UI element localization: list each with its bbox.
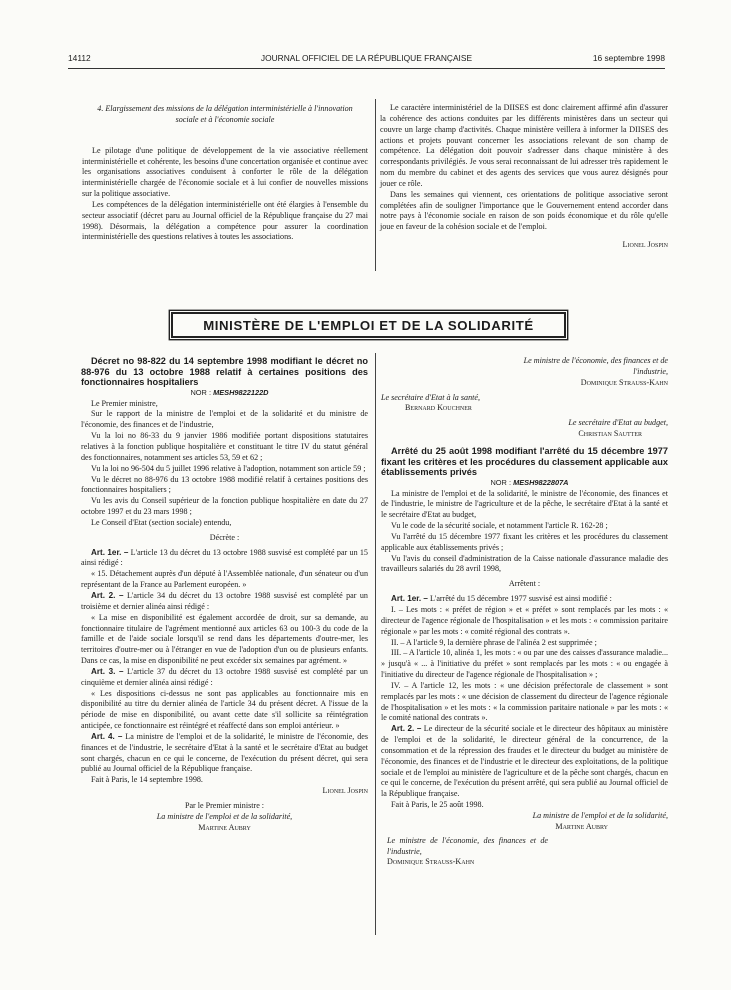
article [381,594,668,605]
article-label: Art. 4. – [91,731,123,741]
arrete-title: Arrêté du 25 août 1998 modifiant l'arrêté du 15 décembre 1977 fixant les critères et les procédures du classement applicable aux établissements privés [381,445,668,478]
article-label: Art. 3. – [91,666,124,676]
article-label: Art. 1er. – [91,547,129,557]
article [81,569,368,591]
arrete-nor [381,478,668,489]
article-text: L'article 34 du décret du 13 octobre 1988 susvisé est complété par un troisième et dernier alinéa ainsi rédigé : [81,590,368,611]
preamble-line: Sur le rapport de la ministre de l'emploi et de la solidarité et du ministre de l'économie, des finances et de l'industrie, [81,409,368,430]
article [381,638,668,649]
paragraph: Le caractère interministériel de la DIISES est donc clairement affirmé afin d'assurer la cohérence des actions conduites par les différents ministères dans un secteur qui couvre un large champ d'activités. Chaque ministère veillera à informer la DIISES des actions et projets pouvant concerner les associations relevant de son champ de compétence. La délégation doit pouvoir s'adresser dans chaque ministère à des correspondants privilégiés. Je vous serai reconnaissant de lui adresser très rapidement le nom du membre du cabinet et des agents des services que vous aurez désignés pour jouer ce rôle. [380,103,668,188]
page-header [68,53,665,67]
article [381,648,668,681]
article [81,548,368,570]
done-at: Fait à Paris, le 25 août 1998. [391,800,484,810]
article-text: L'article 13 du décret du 13 octobre 1988 susvisé est complété par un 15 ainsi rédigé : [81,547,368,568]
by-pm: Par le Premier ministre : [184,801,265,810]
preamble-line: La ministre de l'emploi et de la solidarité, le ministre de l'économie, des finances et de l'industrie, le ministre de l'agriculture et de la pêche, le secrétaire d'Etat à la santé et le secrétaire d'Etat au budget, [381,488,668,520]
preamble-line: Vu les avis du Conseil supérieur de la fonction publique hospitalière en date du 27 octobre 1997 et du 23 mars 1998 ; [81,496,368,517]
preamble-line: Le Conseil d'Etat (section sociale) entendu, [91,517,232,527]
signer: Lionel Jospin [322,786,368,796]
signatory-name: Dominique Strauss-Kahn [580,377,668,387]
article-label: Art. 1er. – [391,594,428,604]
preamble-line: Vu l'avis du conseil d'administration de la Caisse nationale d'assurance maladie des travailleurs salariés du 28 avril 1998, [381,553,668,574]
arretent: Arrêtent : [508,579,541,589]
minister-role: La ministre de l'emploi et de la solidarité, [156,811,293,821]
nor-code: MESH9822122D [213,387,269,397]
nor-label: NOR : [190,387,211,397]
decree-title: Décret no 98-822 du 14 septembre 1998 modifiant le décret no 88-976 du 13 octobre 1988 relatif à certaines positions des fonctionnaires hospitaliers [81,356,368,388]
article-text: I. – Les mots : « préfet de région » et « préfet » sont remplacés par les mots : « directeur de l'agence régionale de l'hospitalisation » et les mots : « commission paritaire régionale » par les mots : « comité régional des contrats ». [381,604,668,636]
section-heading: 4. Elargissement des missions de la délégation interministérielle à l'innovation sociale et à l'économie sociale [97,104,353,124]
preamble-line: Vu la loi no 86-33 du 9 janvier 1986 modifiée portant dispositions statutaires relatives à la fonction publique hospitalière et constituant le titre IV du statut général des fonctionnaires, notamment ses articles 53, 59 et 62 ; [81,431,368,462]
article-text: « 15. Détachement auprès d'un député à l'Assemblée nationale, d'un sénateur ou d'un représentant de la France au Parlement européen. » [81,569,368,590]
signatory-role: Le secrétaire d'Etat à la santé, [381,392,480,402]
article-label: Art. 2. – [91,590,124,600]
column-divider [375,99,376,271]
minister-name: Martine Aubry [198,822,251,832]
header-rule [68,68,665,69]
page-number: 14112 [68,53,91,63]
journal-title: JOURNAL OFFICIEL DE LA RÉPUBLIQUE FRANÇAISE [260,53,473,63]
article [81,591,368,613]
top-left-column [82,104,368,243]
signatory-name: Christian Sautter [578,429,642,439]
article-text: « Les dispositions ci-dessus ne sont pas applicables au fonctionnaire mis en disponibilité au titre du dernier alinéa de l'article 34 du présent décret. A l'issue de la période de mise en disponibilité, ou avant cette date s'il sollicite sa réintégration anticipée, ce fonctionnaire est réintégré et réaffecté dans son emploi antérieur. » [81,688,368,731]
article-text: III. – A l'article 10, alinéa 1, les mots : « ou par une des caisses d'assurance maladie... » jusqu'à « ... à l'initiative du préfet » sont remplacés par les mots : « ou engagée à l'initiative du directeur de l'agence régionale de l'hospitalisation » ; [381,648,668,680]
article [381,605,668,638]
article [81,613,368,667]
article-text: La ministre de l'emploi et de la solidarité, le ministre de l'économie, des finances et de l'industrie, le secrétaire d'Etat à la santé et le secrétaire d'Etat au budget sont chargés, chacun en ce qui le concerne, de l'exécution du présent décret, qui sera publié au Journal officiel de la République française. [81,731,368,774]
article-label: Art. 2. – [391,724,422,734]
end-role: La ministre de l'emploi et de la solidarité, [532,811,668,820]
end-name: Martine Aubry [555,821,608,831]
article-text: L'arrêté du 15 décembre 1977 susvisé est ainsi modifié : [429,594,612,604]
decrete: Décrète : [209,532,240,542]
article-text: Le directeur de la sécurité sociale et le directeur des hôpitaux au ministère de l'emploi et de la solidarité, le directeur général de la concurrence, de la consommation et de la répression des fraudes et le directeur du budget au ministère de l'économie, des finances et de l'industrie et le directeur des exploitations, de la politique sociale et de l'emploi au ministère de l'agriculture et de la pêche sont chargés, chacun en ce qui le concerne, de l'exécution du présent arrêté, qui sera publié au Journal officiel de la République française. [381,724,668,799]
preamble-line: Vu la loi no 96-504 du 5 juillet 1996 relative à l'adoption, notamment son article 59 ; [91,463,366,473]
signature: Lionel Jospin [622,240,668,250]
preamble-line: Le Premier ministre, [91,398,158,408]
issue-date: 16 septembre 1998 [592,53,665,63]
article [381,724,668,800]
preamble-line: Vu l'arrêté du 15 décembre 1977 fixant les critères et les procédures du classement applicable aux établissements privés ; [381,531,668,552]
done-at: Fait à Paris, le 14 septembre 1998. [91,775,203,785]
decree-nor [81,388,368,399]
article [81,667,368,689]
article-text: « La mise en disponibilité est également accordée de droit, sur sa demande, au fonctionnaire titulaire de l'agrément mentionné aux articles 63 ou 100-3 du code de la famille et de l'aide sociale lorsqu'il se rend dans les départements d'outre-mer, les territoires d'outre-mer ou à l'étranger en vue de l'adoption d'un ou de plusieurs enfants. Dans ce cas, la mise en disponibilité ne peut excéder six semaines par agrément. » [81,612,368,666]
decree-column [81,356,368,834]
signatory-role: Le ministre de l'économie, des finances et de l'industrie, [523,356,668,376]
paragraph: Dans les semaines qui viennent, ces orientations de politique associative seront complétées afin de souligner l'importance que le Gouvernement entend accorder dans notre pays à l'économie sociale en raison de son poids économique et du rôle qu'elle joue en faveur de la cohésion sociale et de l'emploi. [380,189,668,232]
nor-label: NOR : [490,477,511,487]
end2-name: Dominique Strauss-Kahn [387,857,475,867]
preamble-line: Vu le décret no 88-976 du 13 octobre 1988 modifié relatif à certaines positions des fonctionnaires hospitaliers ; [81,474,368,495]
article-text: IV. – A l'article 12, les mots : « une décision préfectorale de classement » sont remplacés par les mots : « une décision de classement du directeur de l'agence régionale de l'hospitalisation » et les mots : « la commission paritaire nationale » par les mots : « le comité national des contrats ». [381,680,668,723]
signatory-role: Le secrétaire d'Etat au budget, [568,418,668,428]
nor-code: MESH9822807A [513,477,569,487]
ministry-title-box [171,312,566,338]
signatory-name: Bernard Kouchner [405,403,472,413]
article [381,681,668,724]
paragraph: Le pilotage d'une politique de développement de la vie associative réellement interministérielle et cohérente, les besoins d'une concertation organisée et continue avec les organisations associatives conduisent à conforter le rôle de la délégation interministérielle chargée de l'économie sociale et à lui confier de nouvelles missions sur la politique associative. [82,145,368,199]
preamble-line: Vu le code de la sécurité sociale, et notamment l'article R. 162-28 ; [391,521,608,531]
article-text: L'article 37 du décret du 13 octobre 1988 susvisé est complété par un cinquième et dernier alinéa ainsi rédigé : [81,666,368,687]
column-divider [375,353,376,935]
ministry-title: MINISTÈRE DE L'EMPLOI ET DE LA SOLIDARITÉ [203,317,534,333]
article-text: II. – A l'article 9, la dernière phrase de l'alinéa 2 est supprimée ; [391,637,597,647]
article [81,732,368,775]
top-right-column [380,103,668,251]
end2-role: Le ministre de l'économie, des finances et de l'industrie, [387,835,548,856]
arrete-column [381,356,668,868]
paragraph: Les compétences de la délégation interministérielle ont été élargies à l'ensemble du secteur associatif (décret paru au Journal officiel de la République française du 27 mai 1998). Désormais, la délégation a compétence pour assurer la coordination interministérielle des questions relatives à toutes les associations. [82,199,368,242]
article [81,689,368,732]
